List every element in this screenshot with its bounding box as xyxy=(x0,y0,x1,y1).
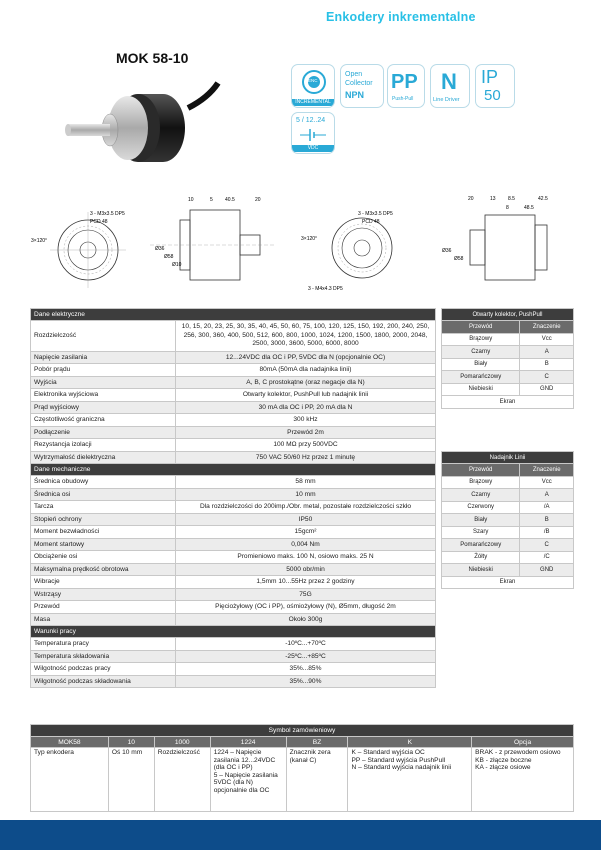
spec-label: Moment startowy xyxy=(31,538,176,551)
order-code-desc: BRAK - z przewodem osiowo KB - złącze boczne KA - złącze osiowe xyxy=(472,748,574,812)
n-text: N xyxy=(441,69,457,94)
spec-table xyxy=(30,308,436,688)
incremental-label: INCREMENTAL xyxy=(292,99,334,106)
spec-label: Częstotliwość graniczna xyxy=(31,414,176,427)
category-title: Enkodery inkrementalne xyxy=(326,10,476,24)
spec-label: Wytrzymałość dielektryczna xyxy=(31,451,176,464)
wire-shield: Ekran xyxy=(442,576,574,589)
spec-row xyxy=(31,389,436,402)
battery-icon xyxy=(292,127,335,143)
wire-meaning: A xyxy=(520,346,574,359)
spec-label: Wstrząsy xyxy=(31,588,176,601)
section-title: Dane elektryczne xyxy=(31,309,436,321)
drawing-side-2 xyxy=(440,190,570,295)
pp-text: PP xyxy=(391,71,418,93)
oc-pp-header-wire: Przewód xyxy=(442,321,520,334)
spec-value: Pięciożyłowy (OC i PP), ośmiożyłowy (N), Ø5mm, długość 2m xyxy=(176,601,436,614)
spec-label: Wibracje xyxy=(31,576,176,589)
spec-value: 10 mm xyxy=(176,488,436,501)
spec-label: Masa xyxy=(31,613,176,626)
voltage-badge xyxy=(291,112,335,154)
wire-row xyxy=(442,371,574,384)
oc-line3: NPN xyxy=(345,90,365,100)
order-code-header: 10 xyxy=(108,737,154,748)
spec-row xyxy=(31,451,436,464)
wire-meaning: /A xyxy=(520,501,574,514)
incremental-icon xyxy=(292,65,335,101)
spec-row xyxy=(31,401,436,414)
spec-row xyxy=(31,501,436,514)
spec-row xyxy=(31,563,436,576)
open-collector-badge xyxy=(340,64,384,108)
spec-value: 12...24VDC dla OC i PP, 5VDC dla N (opcjonalnie OC) xyxy=(176,351,436,364)
voltage-range: 5 / 12..24 xyxy=(296,117,326,124)
wire-row-shield xyxy=(442,576,574,589)
wire-color: Żółty xyxy=(442,551,520,564)
d2-dim-1: 10 xyxy=(188,197,194,203)
line-driver-header-wire: Przewód xyxy=(442,464,520,477)
order-code-desc: Rozdzielczość xyxy=(154,748,210,812)
spec-label: Tarcza xyxy=(31,501,176,514)
wire-row xyxy=(442,346,574,359)
spec-label: Temperatura składowania xyxy=(31,650,176,663)
spec-value: A, B, C prostokątne (oraz negacje dla N) xyxy=(176,376,436,389)
spec-row xyxy=(31,675,436,688)
spec-label: Rezystancja izolacji xyxy=(31,439,176,452)
order-code-header: MOK58 xyxy=(31,737,109,748)
wire-color: Pomarańczowy xyxy=(442,371,520,384)
wire-row xyxy=(442,358,574,371)
wire-meaning: B xyxy=(520,514,574,527)
order-code-desc: Znacznik zera (kanał C) xyxy=(286,748,348,812)
n-label: Line Driver xyxy=(433,97,460,103)
wire-color: Szary xyxy=(442,526,520,539)
wire-color: Czarny xyxy=(442,346,520,359)
incremental-badge xyxy=(291,64,335,108)
spec-row xyxy=(31,321,436,352)
inc-top: ENC xyxy=(308,78,318,83)
spec-row xyxy=(31,414,436,427)
wire-color: Czarny xyxy=(442,489,520,502)
d3-pcd: PCD 48 xyxy=(362,219,380,225)
spec-value: Promieniowo maks. 100 N, osiowo maks. 25 N xyxy=(176,551,436,564)
spec-row xyxy=(31,526,436,539)
d4-dim-5: 8 xyxy=(506,205,509,211)
d4-dim-4: 42.5 xyxy=(538,196,548,202)
line-driver-title: Nadajnik Linii xyxy=(442,452,574,464)
spec-label: Temperatura pracy xyxy=(31,638,176,651)
spec-label: Napięcie zasilania xyxy=(31,351,176,364)
encoder-photo xyxy=(58,78,233,183)
wire-meaning: /B xyxy=(520,526,574,539)
order-title: Symbol zamówieniowy xyxy=(31,725,574,737)
spec-row xyxy=(31,551,436,564)
section-header-mechanical xyxy=(31,464,436,476)
d2-side-3: Ø10 xyxy=(172,262,182,268)
vdc-label: VDC xyxy=(292,145,334,152)
wire-row xyxy=(442,564,574,577)
spec-row xyxy=(31,376,436,389)
spec-row xyxy=(31,488,436,501)
spec-value: IP50 xyxy=(176,513,436,526)
drawing-front-2 xyxy=(300,200,420,295)
wire-meaning: Vcc xyxy=(520,333,574,346)
d1-pcd: PCD 48 xyxy=(90,219,108,225)
wire-row xyxy=(442,539,574,552)
spec-label: Wilgotność podczas pracy xyxy=(31,663,176,676)
spec-row xyxy=(31,601,436,614)
d2-side-2: Ø58 xyxy=(164,254,174,260)
wire-meaning: B xyxy=(520,358,574,371)
spec-label: Prąd wyjściowy xyxy=(31,401,176,414)
spec-label: Stopień ochrony xyxy=(31,513,176,526)
spec-value: 5000 obr/min xyxy=(176,563,436,576)
order-code-header: 1000 xyxy=(154,737,210,748)
spec-label: Rozdzielczość xyxy=(31,321,176,352)
oc-pp-title: Otwarty kolektor, PushPull xyxy=(442,309,574,321)
order-code-header: 1224 xyxy=(210,737,286,748)
spec-value: Przewód 2m xyxy=(176,426,436,439)
d4-dim-1: 20 xyxy=(468,196,474,202)
d2-dim-3: 40.5 xyxy=(225,197,235,203)
spec-value: 58 mm xyxy=(176,476,436,489)
spec-value: -25ºC...+85ºC xyxy=(176,650,436,663)
line-driver-header-meaning: Znaczenie xyxy=(520,464,574,477)
d3-screw: 3 - M3x3.5 DP5 xyxy=(358,211,393,217)
wire-color: Pomarańczowy xyxy=(442,539,520,552)
wire-row xyxy=(442,514,574,527)
spec-value: 35%...90% xyxy=(176,675,436,688)
spec-label: Podłączenie xyxy=(31,426,176,439)
wire-color: Niebieski xyxy=(442,564,520,577)
spec-label: Wyjścia xyxy=(31,376,176,389)
order-code-desc: K – Standard wyjścia OC PP – Standard wyjścia PushPull N – Standard wyjścia nadajnik linii xyxy=(348,748,472,812)
spec-row xyxy=(31,588,436,601)
spec-row xyxy=(31,638,436,651)
wire-row xyxy=(442,551,574,564)
wire-meaning: C xyxy=(520,539,574,552)
oc-line1: Open xyxy=(345,71,363,78)
wire-row xyxy=(442,476,574,489)
spec-label: Wilgotność podczas składowania xyxy=(31,675,176,688)
d4-dim-6: 48.5 xyxy=(524,205,534,211)
oc-pp-table xyxy=(441,308,574,409)
spec-label: Maksymalna prędkość obrotowa xyxy=(31,563,176,576)
wire-row xyxy=(442,526,574,539)
spec-value: 80mA (50mA dla nadajnika linii) xyxy=(176,364,436,377)
wire-row xyxy=(442,383,574,396)
wire-color: Biały xyxy=(442,358,520,371)
wire-row-shield xyxy=(442,396,574,409)
push-pull-badge xyxy=(387,64,425,108)
spec-row xyxy=(31,576,436,589)
wire-meaning: GND xyxy=(520,564,574,577)
oc-pp-header-meaning: Znaczenie xyxy=(520,321,574,334)
wire-color: Biały xyxy=(442,514,520,527)
wire-meaning: A xyxy=(520,489,574,502)
wire-row xyxy=(442,489,574,502)
d4-side-1: Ø36 xyxy=(442,248,452,254)
d4-side-2: Ø58 xyxy=(454,256,464,262)
spec-row xyxy=(31,439,436,452)
spec-value: 30 mA dla OC i PP, 20 mA dla N xyxy=(176,401,436,414)
spec-label: Pobór prądu xyxy=(31,364,176,377)
spec-row xyxy=(31,613,436,626)
wire-color: Czerwony xyxy=(442,501,520,514)
spec-value: Dla rozdzielczości do 200imp./Obr. metal, pozostałe rozdzielczości szkło xyxy=(176,501,436,514)
drawing-front-1 xyxy=(30,200,145,295)
d3-angle: 3×120° xyxy=(301,236,318,242)
d1-angle: 3×120° xyxy=(31,238,48,244)
d2-dim-4: 20 xyxy=(255,197,261,203)
wire-shield: Ekran xyxy=(442,396,574,409)
spec-label: Obciążenie osi xyxy=(31,551,176,564)
section-title: Warunki pracy xyxy=(31,626,436,638)
spec-value: 15gcm² xyxy=(176,526,436,539)
spec-value: 35%...85% xyxy=(176,663,436,676)
spec-row xyxy=(31,351,436,364)
spec-label: Przewód xyxy=(31,601,176,614)
spec-row xyxy=(31,538,436,551)
spec-value: Około 300g xyxy=(176,613,436,626)
spec-value: 0,004 Nm xyxy=(176,538,436,551)
spec-row xyxy=(31,663,436,676)
wire-row xyxy=(442,333,574,346)
model-title: MOK 58-10 xyxy=(116,50,189,66)
d2-side-1: Ø36 xyxy=(155,246,165,252)
order-code-desc: Oś 10 mm xyxy=(108,748,154,812)
spec-row xyxy=(31,513,436,526)
wire-color: Brązowy xyxy=(442,333,520,346)
wire-color: Niebieski xyxy=(442,383,520,396)
spec-row xyxy=(31,650,436,663)
pp-label: Push-Pull xyxy=(392,96,414,102)
d4-dim-3: 8.5 xyxy=(508,196,515,202)
spec-value: 1,5mm 10...55Hz przez 2 godziny xyxy=(176,576,436,589)
wire-meaning: C xyxy=(520,371,574,384)
spec-label: Elektronika wyjściowa xyxy=(31,389,176,402)
oc-line2: Collector xyxy=(345,80,373,87)
wire-meaning: /C xyxy=(520,551,574,564)
spec-value: Otwarty kolektor, PushPull lub nadajnik linii xyxy=(176,389,436,402)
order-code-header: BZ xyxy=(286,737,348,748)
drawing-side-1 xyxy=(150,190,280,295)
line-driver-badge xyxy=(430,64,470,108)
d1-screw: 3 - M3x3.5 DP5 xyxy=(90,211,125,217)
order-code-header: K xyxy=(348,737,472,748)
section-header-working xyxy=(31,626,436,638)
order-table xyxy=(30,724,574,812)
section-title: Dane mechaniczne xyxy=(31,464,436,476)
wire-meaning: GND xyxy=(520,383,574,396)
d4-dim-2: 13 xyxy=(490,196,496,202)
spec-value: -10ºC...+70ºC xyxy=(176,638,436,651)
d2-dim-2: 5 xyxy=(210,197,213,203)
ip-badge xyxy=(475,64,515,108)
spec-label: Średnica obudowy xyxy=(31,476,176,489)
spec-value: 750 VAC 50/60 Hz przez 1 minutę xyxy=(176,451,436,464)
wire-meaning: Vcc xyxy=(520,476,574,489)
spec-value: 300 kHz xyxy=(176,414,436,427)
footer-bar xyxy=(0,820,601,850)
order-code-desc: Typ enkodera xyxy=(31,748,109,812)
ip-text: IP xyxy=(481,67,499,87)
order-code-header: Opcja xyxy=(472,737,574,748)
spec-value: 75G xyxy=(176,588,436,601)
spec-label: Moment bezwładności xyxy=(31,526,176,539)
wire-color: Brązowy xyxy=(442,476,520,489)
spec-row xyxy=(31,364,436,377)
spec-row xyxy=(31,476,436,489)
spec-row xyxy=(31,426,436,439)
order-code-desc: 1224 – Napięcie zasilania 12...24VDC (dla OC i PP) 5 – Napięcie zasilania 5VDC (dla N) opcjonalnie dla OC xyxy=(210,748,286,812)
ip-value: 50 xyxy=(484,87,501,104)
spec-value: 10, 15, 20, 23, 25, 30, 35, 40, 45, 50, 60, 75, 100, 120, 125, 150, 192, 200, 240, 250, 256, 300, 360, 400, 500, 512, 600, 800, 1000, 1024, 1200, 1500, 1800, 2000, 2048, 2500, 3000, 3600, 5000, 6000, 8000 xyxy=(176,321,436,352)
spec-value: 100 MΩ przy 500VDC xyxy=(176,439,436,452)
spec-label: Średnica osi xyxy=(31,488,176,501)
wire-row xyxy=(442,501,574,514)
line-driver-table xyxy=(441,451,574,589)
d3-bottom: 3 - M4x4.3 DP5 xyxy=(308,286,343,292)
section-header-electrical xyxy=(31,309,436,321)
